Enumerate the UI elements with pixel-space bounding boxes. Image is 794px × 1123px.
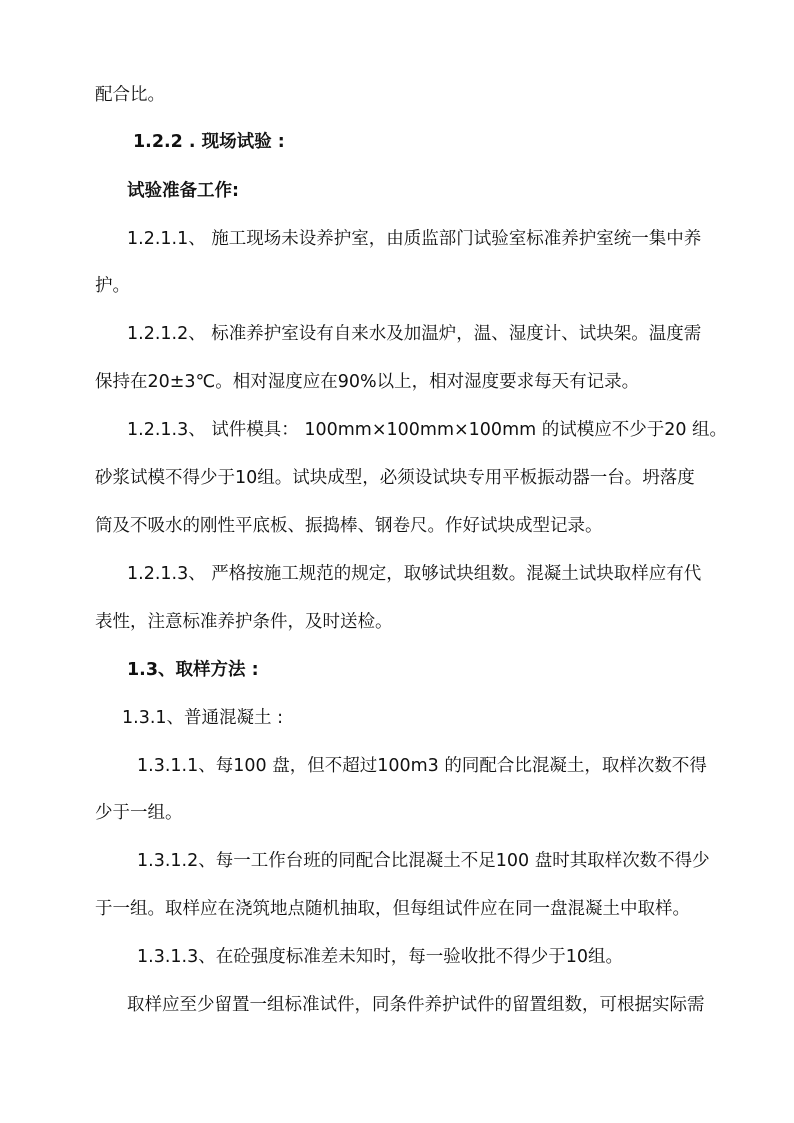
subsection-heading: 试验准备工作: (127, 181, 239, 201)
text-line: 护。 (95, 276, 130, 296)
text-line: 1.3.1.3、在砼强度标准差未知时，每一验收批不得少于10组。 (137, 947, 623, 967)
text-line: 于一组。取样应在浇筑地点随机抽取，但每组试件应在同一盘混凝土中取样。 (95, 899, 690, 919)
text-line: 配合比。 (95, 85, 165, 105)
text-line: 砂浆试模不得少于10组。试块成型，必须设试块专用平板振动器一台。坍落度 (95, 468, 695, 488)
text-line: 1.2.1.3、 试件模具： 100mm×100mm×100mm 的试模应不少于20 组。 (127, 420, 728, 440)
section-heading: 1.2.2 . 现场试验 : (133, 132, 285, 152)
text-line: 1.2.1.3、 严格按施工规范的规定，取够试块组数。混凝土试块取样应有代 (127, 564, 702, 584)
text-line: 表性，注意标准养护条件，及时送检。 (95, 612, 393, 632)
text-line: 1.2.1.1、 施工现场未设养护室，由质监部门试验室标准养护室统一集中养 (127, 229, 702, 249)
text-line: 筒及不吸水的刚性平底板、振捣棒、钢卷尺。作好试块成型记录。 (95, 516, 603, 536)
text-line: 取样应至少留置一组标准试件，同条件养护试件的留置组数，可根据实际需 (127, 995, 705, 1015)
text-line: 保持在20±3℃。相对湿度应在90%以上，相对湿度要求每天有记录。 (95, 372, 640, 392)
text-line: 1.3.1.1、每100 盘，但不超过100m3 的同配合比混凝土，取样次数不得 (137, 756, 707, 776)
section-heading: 1.3、取样方法 : (127, 660, 259, 680)
text-line: 1.3.1.2、每一工作台班的同配合比混凝土不足100 盘时其取样次数不得少 (137, 851, 710, 871)
text-line: 1.2.1.2、 标准养护室设有自来水及加温炉，温、湿度计、试块架。温度需 (127, 324, 702, 344)
subsection-heading: 1.3.1、普通混凝土 : (122, 708, 283, 728)
text-line: 少于一组。 (95, 803, 183, 823)
